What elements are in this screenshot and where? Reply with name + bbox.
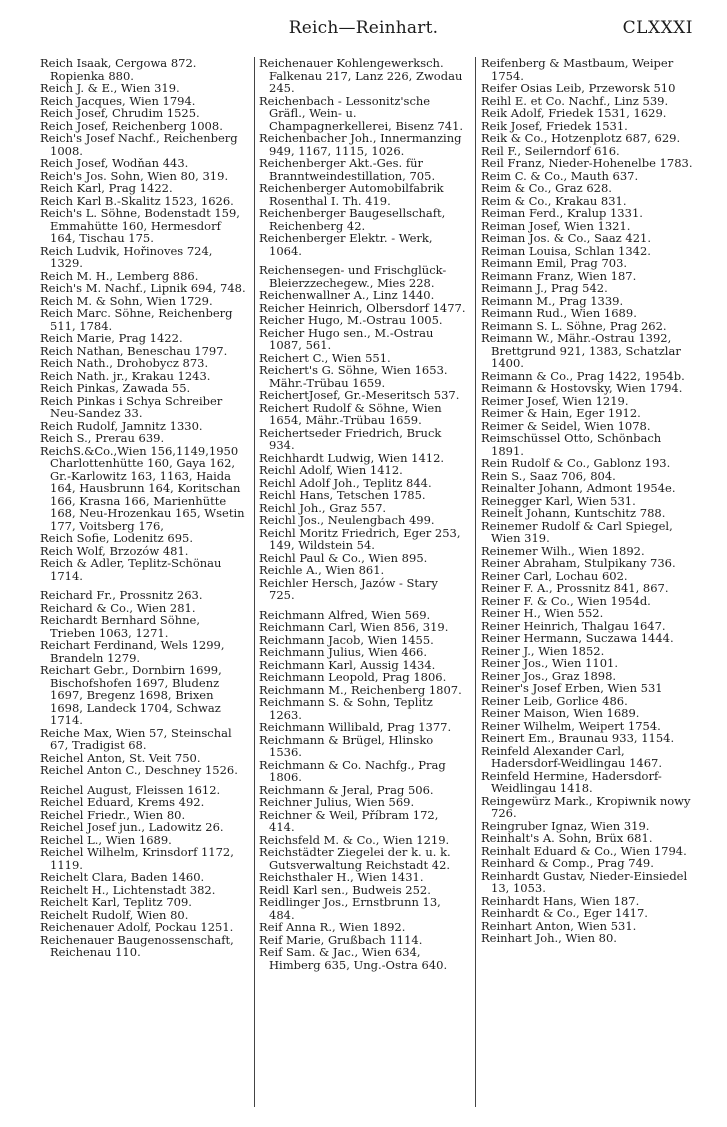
directory-entry: Reich Nath. jr., Krakau 1243.: [40, 368, 211, 383]
directory-entry: Reichel Wilhelm, Krinsdorf 1172, 1119.: [40, 845, 234, 872]
directory-entry: Reichard & Co., Wien 281.: [40, 600, 196, 615]
directory-entry: Reich S., Prerau 639.: [40, 431, 165, 445]
directory-entry: Reich M. H., Lemberg 886.: [40, 268, 199, 283]
column-1: [40, 57, 246, 1105]
directory-entry: Reichenberger Akt.-Ges. für Branntweindestillation, 705.: [259, 156, 436, 183]
directory-entry: Reim & Co., Graz 628.: [481, 181, 612, 195]
directory-entry: Reiman Ferd., Kralup 1331.: [481, 206, 643, 220]
directory-entry: Reichel Anton C., Deschney 1526.: [40, 763, 238, 777]
directory-entry: Reich's Josef Nachf., Reichenberg 1008.: [40, 131, 238, 158]
directory-entry: Reicher Hugo sen., M.-Ostrau 1087, 561.: [259, 325, 434, 352]
directory-entry: Reik Adolf, Friedek 1531, 1629.: [481, 106, 667, 120]
directory-entry: Rein S., Saaz 706, 804.: [481, 468, 616, 483]
directory-entry: Reich Nathan, Beneschau 1797.: [40, 343, 228, 358]
directory-entry: Reimann Emil, Prag 703.: [481, 256, 628, 270]
directory-entry: Reinhart Joh., Wien 80.: [481, 931, 617, 945]
directory-entry: Reimann & Co., Prag 1422, 1954b.: [481, 368, 685, 383]
directory-entry: Reichelt Karl, Teplitz 709.: [40, 895, 192, 909]
directory-entry: Reichelt Clara, Baden 1460.: [40, 870, 205, 884]
directory-entry: Reinhalt's A. Sohn, Brüx 681.: [481, 831, 653, 845]
directory-entry: Reich Pinkas, Zawada 55.: [40, 381, 191, 395]
directory-entry: Reichenauer Adolf, Pockau 1251.: [40, 920, 234, 934]
directory-entry: Reiner F. A., Prossnitz 841, 867.: [481, 581, 669, 595]
directory-entry: Reichmann & Co. Nachfg., Prag 1806.: [259, 757, 446, 784]
directory-entry: Reimer & Seidel, Wien 1078.: [481, 418, 651, 433]
directory-entry: Reim & Co., Krakau 831.: [481, 193, 627, 208]
directory-entry: Reimann W., Mähr.-Ostrau 1392, Brettgrund 921, 1383, Schatzlar 1400.: [481, 331, 681, 370]
directory-entry: Reiman Jos. & Co., Saaz 421.: [481, 231, 652, 245]
directory-entry: Reinemer Rudolf & Carl Spiegel, Wien 319.: [481, 518, 673, 545]
directory-entry: Reichenberger Automobilfabrik Rosenthal I. Th. 419.: [259, 181, 444, 208]
directory-entry: Reinhart Anton, Wien 531.: [481, 918, 637, 933]
directory-columns: [40, 57, 696, 1105]
directory-entry: Reich Nath., Drohobycz 873.: [40, 356, 209, 370]
directory-entry: Reichle A., Wien 861.: [259, 563, 385, 577]
directory-entry: Reichner & Weil, Příbram 172, 414.: [259, 807, 439, 834]
directory-entry: Reichert C., Wien 551.: [259, 350, 391, 365]
directory-entry: Reich Marc. Söhne, Reichenberg 511, 1784.: [40, 306, 233, 333]
directory-entry: Reichl Hans, Tetschen 1785.: [259, 488, 426, 502]
directory-entry: Reiner Heinrich, Thalgau 1647.: [481, 618, 666, 633]
directory-entry: Reich's Jos. Sohn, Wien 80, 319.: [40, 168, 229, 183]
directory-entry: Reik Josef, Friedek 1531.: [481, 118, 628, 133]
directory-entry: Reiner Leib, Gorlice 486.: [481, 693, 628, 708]
directory-entry: Reimer & Hain, Eger 1912.: [481, 406, 641, 420]
directory-entry: Reichart Gebr., Dornbirn 1699, Bischofshofen 1697, Bludenz 1697, Bregenz 1698, Brixen 1698, Landeck 1704, Schwaz 1714.: [40, 663, 222, 727]
directory-entry: Reichmann & Brügel, Hlinsko 1536.: [259, 732, 434, 759]
directory-entry: Reichler Hersch, Jazów - Stary 725.: [259, 575, 438, 602]
directory-entry: ReichS.&Co.,Wien 156,1149,1950 Charlottenhütte 160, Gaya 162, Gr.-Karlowitz 163, 1163, Haida 164, Hausbrunn 164, Koritschan 166, Krasna 166, Marienhütte 168, Neu-Hrozenkau 165, Wsetin 177, Voitsberg 176,: [40, 443, 245, 533]
directory-entry: Reich Karl B.-Skalitz 1523, 1626.: [40, 193, 234, 208]
directory-entry: Reidl Karl sen., Budweis 252.: [259, 882, 431, 897]
directory-entry: ReichertJosef, Gr.-Meseritsch 537.: [259, 388, 460, 402]
directory-entry: Reichenbacher Joh., Innermanzing 949, 1167, 1115, 1026.: [259, 131, 462, 158]
directory-entry: Reiner Maison, Wien 1689.: [481, 706, 640, 720]
directory-entry: Reich's M. Nachf., Lipnik 694, 748.: [40, 281, 246, 295]
directory-entry: Reichmann Karl, Aussig 1434.: [259, 657, 436, 672]
directory-entry: Reichmann Willibald, Prag 1377.: [259, 720, 452, 734]
directory-entry: Reimann M., Prag 1339.: [481, 293, 624, 308]
directory-entry: Reinfeld Alexander Carl, Hadersdorf-Weidlingau 1467.: [481, 743, 663, 770]
directory-entry: Reinhardt Hans, Wien 187.: [481, 893, 640, 908]
directory-entry: Reichner Julius, Wien 569.: [259, 795, 415, 809]
directory-entry: Reiner's Josef Erben, Wien 531: [481, 681, 663, 695]
directory-entry: Reichenauer Kohlengewerksch. Falkenau 217, Lanz 226, Zwodau 245.: [259, 56, 463, 95]
directory-entry: Reichhardt Ludwig, Wien 1412.: [259, 450, 445, 465]
directory-entry: Reinert Em., Braunau 933, 1154.: [481, 731, 675, 745]
directory-entry: Reinemer Wilh., Wien 1892.: [481, 543, 645, 558]
directory-entry: Reiner Wilhelm, Weipert 1754.: [481, 718, 661, 733]
directory-entry: Reinegger Karl, Wien 531.: [481, 493, 636, 508]
directory-entry: Reichmann Alfred, Wien 569.: [259, 607, 431, 622]
directory-entry: Reichmann S. & Sohn, Teplitz 1263.: [259, 695, 433, 722]
directory-entry: Reichert Rudolf & Söhne, Wien 1654, Mähr.-Trübau 1659.: [259, 400, 442, 427]
directory-entry: Reichardt Bernhard Söhne, Trieben 1063, 1271.: [40, 613, 200, 640]
directory-entry: Reiner F. & Co., Wien 1954d.: [481, 593, 651, 608]
directory-entry: Reihl E. et Co. Nachf., Linz 539.: [481, 93, 669, 108]
directory-entry: Reich Karl, Prag 1422.: [40, 181, 173, 195]
directory-entry: Reichl Joh., Graz 557.: [259, 500, 387, 515]
directory-entry: Reinelt Johann, Kuntschitz 788.: [481, 506, 666, 520]
directory-entry: Reimann J., Prag 542.: [481, 281, 608, 295]
directory-entry: Reil Franz, Nieder-Hohenelbe 1783.: [481, 156, 693, 170]
directory-entry: Reifenberg & Mastbaum, Weiper 1754.: [481, 56, 674, 83]
directory-entry: Reif Sam. & Jac., Wien 634, Himberg 635, Ung.-Ostra 640.: [259, 945, 448, 972]
directory-entry: Reinhard & Comp., Prag 749.: [481, 856, 654, 870]
directory-entry: Reinhardt Gustav, Nieder-Einsiedel 13, 1053.: [481, 868, 688, 895]
directory-entry: Reich & Adler, Teplitz-Schönau 1714.: [40, 556, 222, 583]
directory-entry: Reichmann Leopold, Prag 1806.: [259, 670, 447, 684]
directory-entry: Reif Marie, Grußbach 1114.: [259, 932, 423, 947]
directory-entry: Reich Rudolf, Jamnitz 1330.: [40, 418, 203, 433]
directory-entry: Reichsthaler H., Wien 1431.: [259, 870, 424, 884]
directory-entry: Reich Josef, Wodňan 443.: [40, 156, 189, 170]
directory-entry: Reich Jacques, Wien 1794.: [40, 93, 196, 108]
page-title: Reich—Reinhart.: [288, 18, 439, 38]
directory-entry: Reichenberger Baugesellschaft, Reichenberg 42.: [259, 206, 446, 233]
directory-entry: Reichenberger Elektr. - Werk, 1064.: [259, 231, 433, 258]
directory-entry: Reinfeld Hermine, Hadersdorf-Weidlingau 1418.: [481, 768, 662, 795]
directory-entry: Reil F., Seilerndorf 616.: [481, 143, 620, 158]
directory-entry: Reichl Paul & Co., Wien 895.: [259, 550, 428, 565]
directory-entry: Reichmann M., Reichenberg 1807.: [259, 682, 462, 697]
directory-entry: Reich J. & E., Wien 319.: [40, 81, 180, 95]
directory-entry: Reimann & Hostovsky, Wien 1794.: [481, 381, 683, 395]
page-header: [0, 18, 727, 44]
directory-entry: Reiner Hermann, Suczawa 1444.: [481, 631, 674, 645]
directory-entry: Reiner Abraham, Stulpikany 736.: [481, 556, 676, 570]
directory-entry: Reichenauer Baugenossenschaft, Reichenau 110.: [40, 932, 234, 959]
directory-entry: Reichel Friedr., Wien 80.: [40, 807, 186, 822]
directory-entry: Reich's L. Söhne, Bodenstadt 159, Emmahütte 160, Hermesdorf 164, Tischau 175.: [40, 206, 240, 245]
directory-entry: Reifer Osias Leib, Przeworsk 510: [481, 81, 676, 95]
directory-entry: Reimer Josef, Wien 1219.: [481, 393, 629, 408]
directory-entry: Reiner Carl, Lochau 602.: [481, 568, 628, 583]
directory-entry: Reichel L., Wien 1689.: [40, 832, 172, 847]
directory-entry: Reimann Franz, Wien 187.: [481, 268, 637, 283]
directory-entry: Reichensegen- und Frischglück-Bleierzzechegew., Mies 228.: [259, 263, 447, 290]
directory-entry: Reik & Co., Hotzenplotz 687, 629.: [481, 131, 681, 145]
column-2: [259, 57, 466, 1105]
directory-entry: Reich Isaak, Cergowa 872. Ropienka 880.: [40, 56, 197, 83]
directory-entry: Reichenbach - Lessonitz'sche Gräfl., Wein- u. Champagnerkellerei, Bisenz 741.: [259, 93, 464, 133]
directory-entry: Reichart Ferdinand, Wels 1299, Brandeln 1279.: [40, 638, 225, 665]
directory-entry: Reichl Adolf, Wien 1412.: [259, 463, 403, 477]
directory-entry: Reimann S. L. Söhne, Prag 262.: [481, 318, 667, 333]
directory-entry: Reich Marie, Prag 1422.: [40, 331, 183, 345]
directory-entry: Reichstädter Ziegelei der k. u. k. Gutsverwaltung Reichstadt 42.: [259, 845, 451, 872]
directory-entry: Reinhardt & Co., Eger 1417.: [481, 906, 648, 920]
directory-entry: Reich Josef, Chrudim 1525.: [40, 106, 200, 120]
directory-entry: Reingruber Ignaz, Wien 319.: [481, 818, 650, 833]
directory-entry: Reich Sofie, Lodenitz 695.: [40, 531, 193, 545]
directory-entry: Reiner H., Wien 552.: [481, 606, 604, 620]
directory-entry: Reichmann & Jeral, Prag 506.: [259, 782, 434, 797]
directory-entry: Reimann Rud., Wien 1689.: [481, 306, 637, 320]
directory-entry: Reich Josef, Reichenberg 1008.: [40, 118, 223, 133]
directory-entry: Reichmann Carl, Wien 856, 319.: [259, 620, 449, 634]
directory-entry: Reich Pinkas i Schya Schreiber Neu-Sandez 33.: [40, 393, 223, 420]
directory-entry: Reichert's G. Söhne, Wien 1653. Mähr.-Trübau 1659.: [259, 363, 448, 390]
directory-entry: Reichel August, Fleissen 1612.: [40, 782, 221, 797]
directory-entry: Reichel Anton, St. Veit 750.: [40, 750, 201, 765]
directory-entry: Reinalter Johann, Admont 1954e.: [481, 481, 676, 495]
directory-entry: Reichelt H., Lichtenstadt 382.: [40, 882, 216, 897]
directory-entry: Reichl Jos., Neulengbach 499.: [259, 513, 435, 527]
directory-entry: Reich Ludvik, Hořinoves 724, 1329.: [40, 243, 213, 270]
directory-entry: Reicher Heinrich, Olbersdorf 1477.: [259, 300, 466, 315]
directory-entry: Reingewürz Mark., Kropiwnik nowy 726.: [481, 793, 691, 820]
directory-entry: Reiche Max, Wien 57, Steinschal 67, Tradigist 68.: [40, 725, 232, 752]
directory-entry: Rein Rudolf & Co., Gablonz 193.: [481, 456, 671, 470]
directory-entry: Reichmann Jacob, Wien 1455.: [259, 632, 434, 647]
directory-entry: Reichelt Rudolf, Wien 80.: [40, 907, 189, 922]
directory-entry: Reich Wolf, Brzozów 481.: [40, 543, 189, 558]
directory-entry: Reicher Hugo, M.-Ostrau 1005.: [259, 313, 443, 327]
directory-entry: Reichard Fr., Prossnitz 263.: [40, 588, 203, 602]
directory-entry: Reiman Louisa, Schlan 1342.: [481, 243, 651, 258]
directory-entry: Reichmann Julius, Wien 466.: [259, 645, 427, 659]
directory-entry: Reichenwallner A., Linz 1440.: [259, 288, 435, 302]
directory-entry: Reidlinger Jos., Ernstbrunn 13, 484.: [259, 895, 441, 922]
directory-entry: Reichl Moritz Friedrich, Eger 253, 149, Wildstein 54.: [259, 525, 461, 552]
page-number: CLXXXI: [622, 18, 693, 38]
directory-entry: Reiner Jos., Graz 1898.: [481, 668, 617, 683]
directory-entry: Reif Anna R., Wien 1892.: [259, 920, 406, 934]
directory-entry: Reimschüssel Otto, Schönbach 1891.: [481, 431, 662, 458]
column-3: [481, 57, 693, 1105]
directory-entry: Reichsfeld M. & Co., Wien 1219.: [259, 832, 450, 847]
directory-entry: Reichel Eduard, Krems 492.: [40, 795, 205, 809]
directory-entry: Reiner Jos., Wien 1101.: [481, 656, 618, 670]
directory-entry: Reichel Josef jun., Ladowitz 26.: [40, 820, 224, 834]
directory-entry: Reich M. & Sohn, Wien 1729.: [40, 293, 213, 308]
directory-entry: Reichl Adolf Joh., Teplitz 844.: [259, 475, 432, 490]
directory-entry: Reim C. & Co., Mauth 637.: [481, 168, 639, 183]
directory-entry: Reinhalt Eduard & Co., Wien 1794.: [481, 843, 687, 858]
directory-entry: Reiner J., Wien 1852.: [481, 643, 605, 658]
directory-entry: Reiman Josef, Wien 1321.: [481, 218, 631, 233]
directory-entry: Reichertseder Friedrich, Bruck 934.: [259, 425, 442, 452]
